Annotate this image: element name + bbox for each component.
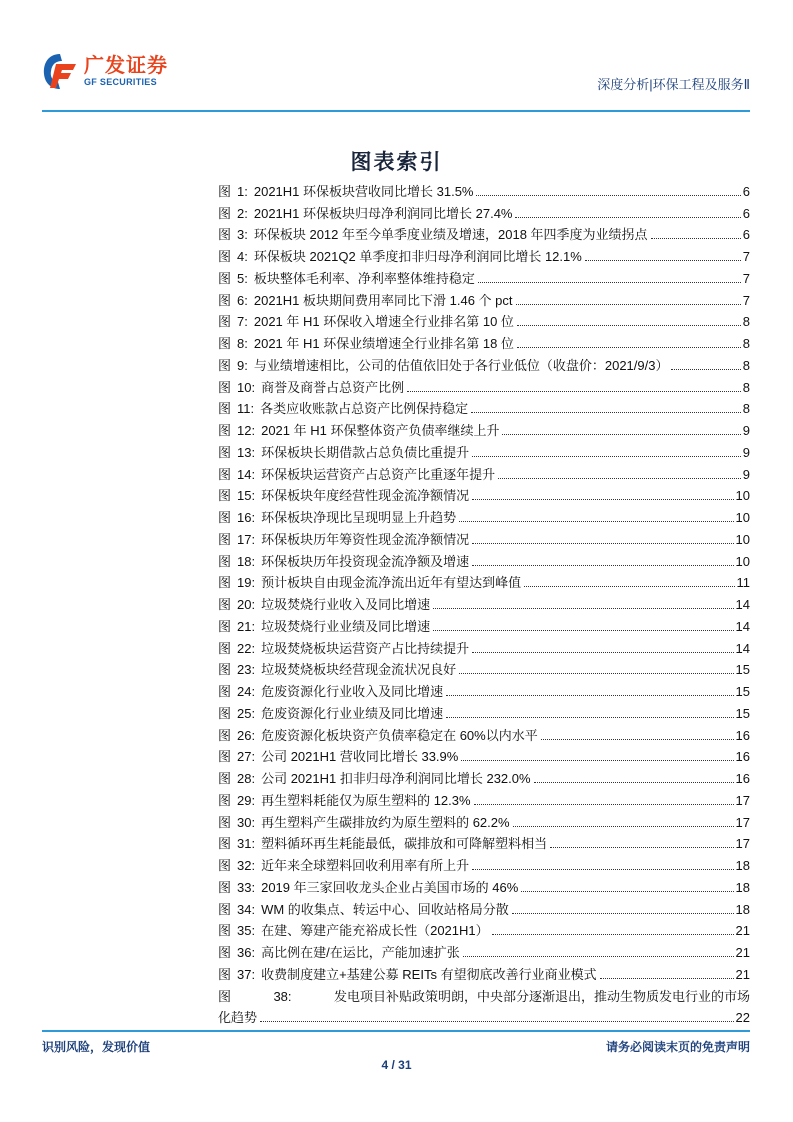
toc-label: 环保板块 2021Q2 单季度扣非归母净利润同比增长 12.1%	[253, 249, 582, 264]
toc-prefix: 图	[218, 336, 232, 351]
toc-prefix: 图	[218, 684, 232, 699]
dot-leader	[433, 630, 733, 631]
toc-entry[interactable]	[218, 265, 750, 287]
toc-label: 2021 年 H1 环保业绩增速全行业排名第 18 位	[253, 336, 514, 351]
toc-label: 危废资源化行业收入及同比增速	[261, 684, 444, 699]
toc-prefix: 图	[218, 705, 232, 721]
toc-page: 9	[742, 466, 750, 482]
toc-number: 26:	[237, 727, 256, 743]
logo-cn-text: 广发证券	[84, 55, 168, 77]
dot-leader	[407, 391, 741, 392]
toc-label: 环保板块运营资产占总资产比重逐年提升	[261, 466, 496, 482]
toc-number: 32:	[237, 858, 256, 873]
toc-entry[interactable]	[218, 417, 750, 439]
toc-entry[interactable]	[218, 918, 750, 940]
toc-label: 板块整体毛利率、净利率整体维持稳定	[253, 270, 475, 286]
toc-page: 9	[742, 444, 750, 460]
footer-divider	[42, 1030, 750, 1032]
toc-prefix: 图	[218, 227, 232, 243]
dot-leader	[515, 217, 740, 218]
toc-prefix: 图	[218, 640, 232, 656]
toc-entry[interactable]	[218, 461, 750, 483]
toc-page: 15	[735, 684, 750, 699]
toc-number: 22:	[237, 640, 256, 656]
toc-entry[interactable]	[218, 374, 750, 396]
toc-entry[interactable]	[218, 678, 750, 700]
toc-number: 30:	[237, 814, 256, 830]
toc-label: 再生塑料产生碳排放约为原生塑料的 62.2%	[261, 814, 510, 830]
toc-number: 7:	[237, 314, 248, 330]
dot-leader	[472, 565, 733, 566]
toc-entry[interactable]	[218, 831, 750, 853]
toc-page: 7	[742, 249, 750, 264]
toc-number: 11:	[237, 401, 255, 417]
toc-number: 16:	[237, 510, 256, 525]
toc-entry[interactable]	[218, 396, 750, 418]
toc-number: 13:	[237, 444, 256, 460]
toc-prefix: 图	[218, 945, 232, 960]
toc-entry[interactable]	[218, 613, 750, 635]
dot-leader	[517, 325, 741, 326]
dot-leader	[517, 347, 741, 348]
toc-page: 8	[742, 336, 750, 351]
toc-page: 22	[735, 1010, 750, 1026]
toc-entry[interactable]	[218, 570, 750, 592]
dot-leader	[459, 521, 733, 522]
toc-prefix: 图	[218, 553, 232, 569]
toc-number: 12:	[237, 423, 256, 438]
toc-label: 发电项目补贴政策明朗，中央部分逐渐退出，推动生物质发电行业的市场	[333, 988, 750, 1004]
toc-entry[interactable]	[218, 483, 750, 505]
toc-label: 2021H1 板块期间费用率同比下滑 1.46 个 pct	[253, 292, 513, 308]
toc-label: 环保板块年度经营性现金流净额情况	[261, 488, 470, 504]
dot-leader	[472, 543, 733, 544]
toc-number: 4:	[237, 249, 248, 264]
toc-page: 10	[735, 488, 750, 504]
toc-prefix: 图	[218, 205, 232, 221]
toc-label: 在建、筹建产能充裕成长性（2021H1）	[261, 923, 489, 939]
toc-number: 6:	[237, 292, 248, 308]
toc-entry[interactable]	[218, 896, 750, 918]
toc-label: 近年来全球塑料回收利用率有所上升	[261, 858, 470, 873]
toc-number: 23:	[237, 662, 256, 678]
toc-entry[interactable]	[218, 722, 750, 744]
toc-label: 预计板块自由现金流净流出近年有望达到峰值	[261, 575, 522, 591]
dot-leader	[461, 760, 733, 761]
toc-label: 垃圾焚烧板块运营资产占比持续提升	[261, 640, 470, 656]
toc-label: WM 的收集点、转运中心、回收站格局分散	[261, 901, 509, 917]
toc-label: 环保板块 2012 年至今单季度业绩及增速，2018 年四季度为业绩拐点	[253, 227, 648, 243]
toc-label: 塑料循环再生耗能最低，碳排放和可降解塑料相当	[261, 836, 548, 852]
toc-number: 14:	[237, 466, 256, 482]
toc-prefix: 图	[218, 357, 232, 373]
toc-number: 17:	[237, 531, 256, 547]
toc-page: 18	[735, 901, 750, 917]
dot-leader	[671, 369, 740, 370]
logo-en-text: GF SECURITIES	[84, 77, 157, 87]
toc-label: 2021 年 H1 环保收入增速全行业排名第 10 位	[253, 314, 514, 330]
dot-leader	[260, 1021, 734, 1022]
toc-prefix: 图	[218, 727, 232, 743]
toc-number: 38:	[273, 988, 292, 1004]
report-section: 深度分析|环保工程及服务Ⅱ	[597, 77, 750, 92]
toc-prefix: 图	[218, 249, 232, 264]
toc-label: 与业绩增速相比，公司的估值依旧处于各行业低位（收盘价：2021/9/3）	[253, 357, 669, 373]
dot-leader	[492, 934, 734, 935]
toc-entry[interactable]	[218, 744, 750, 766]
toc-page: 17	[735, 814, 750, 830]
toc-page: 7	[742, 292, 750, 308]
toc-label: 收费制度建立+基建公募 REITs 有望彻底改善行业商业模式	[261, 966, 597, 982]
toc-label: 2021H1 环保板块营收同比增长 31.5%	[253, 183, 474, 199]
toc-label: 公司 2021H1 营收同比增长 33.9%	[261, 749, 459, 765]
toc-entry[interactable]	[218, 439, 750, 461]
toc-page: 10	[735, 553, 750, 569]
toc-entry[interactable]	[218, 526, 750, 548]
toc-entry[interactable]	[218, 983, 750, 1005]
dot-leader	[472, 869, 733, 870]
toc-number: 5:	[237, 270, 248, 286]
toc-prefix: 图	[218, 597, 232, 612]
toc-entry[interactable]	[218, 330, 750, 352]
figure-index-list	[218, 178, 750, 1026]
toc-prefix: 图	[218, 575, 232, 591]
toc-entry[interactable]	[218, 200, 750, 222]
toc-entry[interactable]	[218, 657, 750, 679]
toc-label: 2021 年 H1 环保整体资产负债率继续上升	[261, 423, 500, 438]
toc-page: 18	[735, 858, 750, 873]
toc-prefix: 图	[218, 879, 232, 895]
toc-prefix: 图	[218, 836, 232, 852]
dot-leader	[541, 739, 734, 740]
toc-label: 垃圾焚烧行业业绩及同比增速	[261, 618, 431, 634]
toc-label: 各类应收账款占总资产比例保持稳定	[260, 401, 469, 417]
toc-page: 17	[735, 792, 750, 808]
toc-page: 14	[735, 640, 750, 656]
toc-label: 环保板块净现比呈现明显上升趋势	[261, 510, 457, 525]
toc-number: 25:	[237, 705, 256, 721]
toc-number: 1:	[237, 183, 248, 199]
toc-label: 商誉及商誉占总资产比例	[261, 379, 405, 395]
toc-entry[interactable]	[218, 548, 750, 570]
toc-label: 危废资源化板块资产负债率稳定在 60%以内水平	[261, 727, 538, 743]
dot-leader	[446, 695, 733, 696]
dot-leader	[478, 282, 741, 283]
toc-number: 27:	[237, 749, 256, 765]
toc-number: 21:	[237, 618, 256, 634]
dot-leader	[600, 978, 734, 979]
toc-entry[interactable]	[218, 591, 750, 613]
toc-page: 6	[742, 205, 750, 221]
toc-prefix: 图	[218, 423, 232, 438]
dot-leader	[463, 956, 734, 957]
toc-entry[interactable]	[218, 765, 750, 787]
dot-leader	[524, 586, 734, 587]
dot-leader	[476, 195, 740, 196]
toc-prefix: 图	[218, 510, 232, 525]
toc-number: 34:	[237, 901, 256, 917]
toc-page: 8	[742, 401, 750, 417]
toc-number: 18:	[237, 553, 256, 569]
toc-number: 33:	[237, 879, 256, 895]
toc-number: 9:	[237, 357, 248, 373]
header-divider	[42, 110, 750, 112]
dot-leader	[521, 891, 733, 892]
toc-number: 28:	[237, 771, 256, 786]
toc-label-continuation: 化趋势	[218, 1010, 258, 1026]
dot-leader	[516, 304, 741, 305]
toc-label: 2019 年三家回收龙头企业占美国市场的 46%	[261, 879, 519, 895]
toc-entry[interactable]	[218, 287, 750, 309]
toc-number: 20:	[237, 597, 256, 612]
toc-prefix: 图	[218, 379, 232, 395]
toc-label: 垃圾焚烧行业收入及同比增速	[261, 597, 431, 612]
toc-number: 31:	[237, 836, 256, 852]
toc-label: 环保板块长期借款占总负债比重提升	[261, 444, 470, 460]
toc-page: 15	[735, 705, 750, 721]
toc-page: 10	[735, 531, 750, 547]
toc-number: 37:	[237, 966, 256, 982]
toc-page: 21	[735, 966, 750, 982]
toc-entry[interactable]	[218, 222, 750, 244]
toc-label: 再生塑料耗能仅为原生塑料的 12.3%	[261, 792, 471, 808]
toc-entry[interactable]	[218, 939, 750, 961]
toc-number: 15:	[237, 488, 256, 504]
toc-entry[interactable]	[218, 504, 750, 526]
toc-entry[interactable]	[218, 961, 750, 983]
toc-prefix: 图	[218, 270, 232, 286]
toc-page: 17	[735, 836, 750, 852]
toc-entry[interactable]	[218, 852, 750, 874]
toc-prefix: 图	[218, 771, 232, 786]
toc-prefix: 图	[218, 988, 232, 1004]
toc-number: 10:	[237, 379, 256, 395]
dot-leader	[585, 260, 741, 261]
toc-prefix: 图	[218, 662, 232, 678]
toc-label: 环保板块历年筹资性现金流净额情况	[261, 531, 470, 547]
toc-prefix: 图	[218, 814, 232, 830]
toc-page: 15	[735, 662, 750, 678]
page-title: 图表索引	[350, 149, 443, 174]
toc-page: 14	[735, 618, 750, 634]
toc-number: 19:	[237, 575, 256, 591]
toc-page: 6	[742, 183, 750, 199]
dot-leader	[550, 847, 733, 848]
dot-leader	[471, 412, 741, 413]
toc-prefix: 图	[218, 488, 232, 504]
dot-leader	[502, 434, 740, 435]
toc-entry[interactable]	[218, 809, 750, 831]
toc-prefix: 图	[218, 531, 232, 547]
toc-page: 10	[735, 510, 750, 525]
toc-prefix: 图	[218, 749, 232, 765]
toc-page: 8	[742, 379, 750, 395]
dot-leader	[472, 652, 733, 653]
dot-leader	[534, 782, 734, 783]
toc-page: 21	[735, 923, 750, 939]
toc-entry[interactable]	[218, 635, 750, 657]
toc-prefix: 图	[218, 966, 232, 982]
toc-prefix: 图	[218, 401, 232, 417]
dot-leader	[472, 499, 733, 500]
dot-leader	[474, 804, 734, 805]
toc-label: 公司 2021H1 扣非归母净利润同比增长 232.0%	[261, 771, 531, 786]
toc-prefix: 图	[218, 901, 232, 917]
footer-slogan: 识别风险，发现价值	[42, 1040, 151, 1054]
toc-label: 环保板块历年投资现金流净额及增速	[261, 553, 470, 569]
dot-leader	[513, 826, 734, 827]
toc-prefix: 图	[218, 292, 232, 308]
dot-leader	[459, 673, 733, 674]
toc-number: 35:	[237, 923, 256, 939]
toc-prefix: 图	[218, 858, 232, 873]
toc-page: 18	[735, 879, 750, 895]
toc-prefix: 图	[218, 792, 232, 808]
toc-page: 16	[735, 771, 750, 786]
toc-entry[interactable]	[218, 874, 750, 896]
dot-leader	[498, 478, 741, 479]
toc-label: 2021H1 环保板块归母净利润同比增长 27.4%	[253, 205, 513, 221]
toc-number: 2:	[237, 205, 248, 221]
toc-page: 7	[742, 270, 750, 286]
dot-leader	[651, 238, 741, 239]
toc-number: 3:	[237, 227, 248, 243]
toc-prefix: 图	[218, 444, 232, 460]
toc-prefix: 图	[218, 314, 232, 330]
toc-label: 垃圾焚烧板块经营现金流状况良好	[261, 662, 457, 678]
toc-entry-continuation[interactable]	[218, 1005, 750, 1027]
toc-number: 8:	[237, 336, 248, 351]
toc-entry[interactable]	[218, 787, 750, 809]
toc-entry[interactable]	[218, 352, 750, 374]
dot-leader	[446, 717, 733, 718]
toc-page: 8	[742, 357, 750, 373]
toc-page: 16	[735, 727, 750, 743]
page-number: 4 / 31	[381, 1058, 412, 1072]
toc-prefix: 图	[218, 923, 232, 939]
toc-entry[interactable]	[218, 243, 750, 265]
toc-label: 危废资源化行业业绩及同比增速	[261, 705, 444, 721]
toc-prefix: 图	[218, 466, 232, 482]
footer-disclaimer: 请务必阅读末页的免责声明	[605, 1040, 750, 1054]
dot-leader	[472, 456, 741, 457]
dot-leader	[512, 913, 734, 914]
toc-page: 16	[735, 749, 750, 765]
dot-leader	[433, 608, 733, 609]
toc-page: 9	[742, 423, 750, 438]
toc-page: 11	[736, 575, 750, 591]
toc-number: 24:	[237, 684, 256, 699]
brand-logo	[42, 52, 168, 90]
toc-page: 21	[735, 945, 750, 960]
toc-number: 36:	[237, 945, 256, 960]
logo-mark-icon	[42, 52, 78, 90]
toc-label: 高比例在建/在运比，产能加速扩张	[261, 945, 460, 960]
toc-page: 8	[742, 314, 750, 330]
toc-prefix: 图	[218, 618, 232, 634]
toc-page: 14	[735, 597, 750, 612]
toc-page: 6	[742, 227, 750, 243]
toc-number: 29:	[237, 792, 256, 808]
toc-prefix: 图	[218, 183, 232, 199]
toc-entry[interactable]	[218, 178, 750, 200]
toc-entry[interactable]	[218, 309, 750, 331]
toc-entry[interactable]	[218, 700, 750, 722]
